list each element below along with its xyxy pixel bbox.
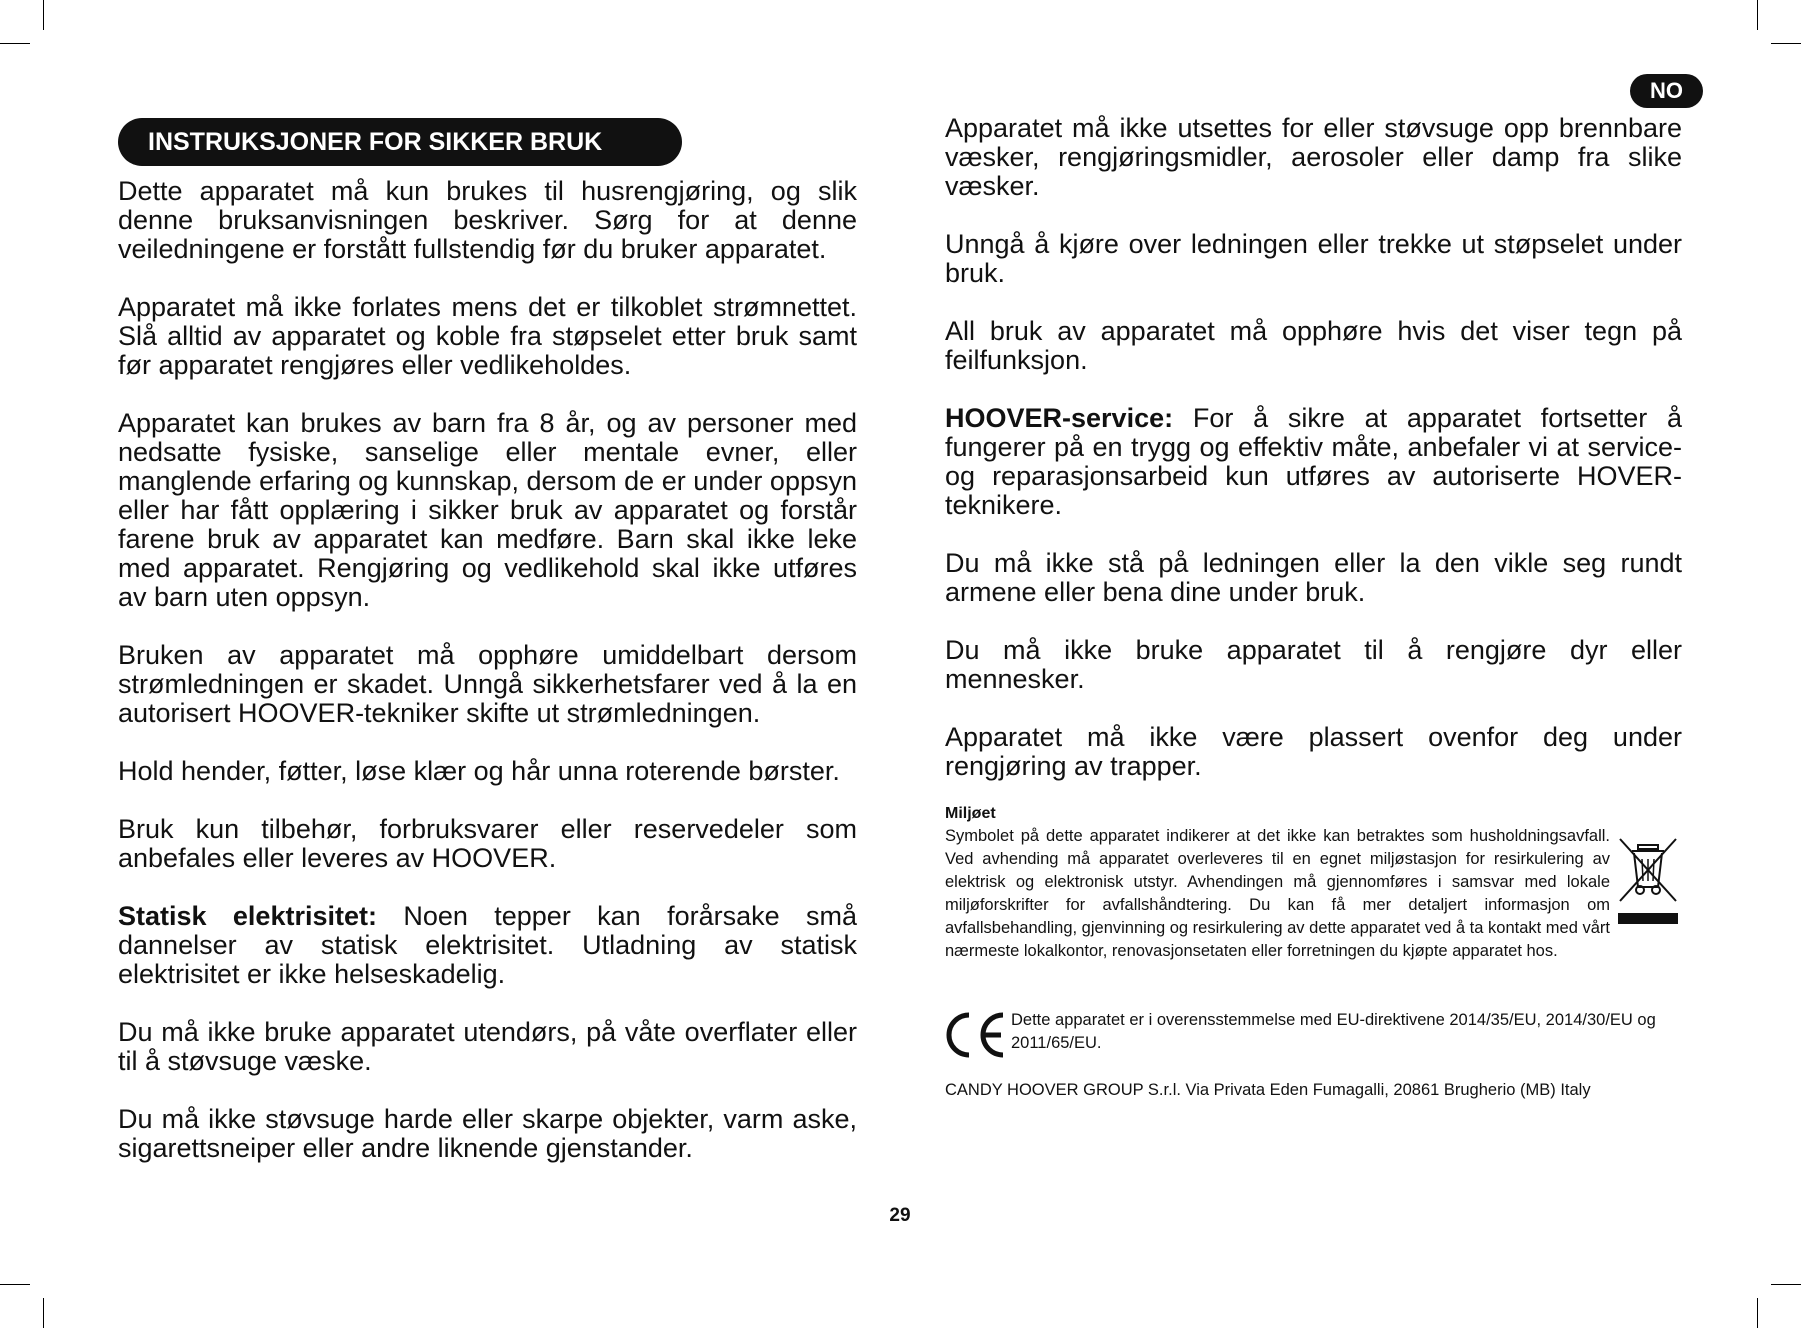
paragraph-cord-handling: Unngå å kjøre over ledningen eller trekke ut støpselet under bruk. [945,229,1682,288]
right-column [945,114,1682,810]
environment-title: Miljøet [945,805,996,822]
crop-mark [43,1298,44,1328]
static-electricity-label: Statisk elektrisitet: [118,901,377,931]
left-column [118,177,857,1192]
paragraph-hoover-service [945,404,1682,520]
hoover-service-label: HOOVER-service: [945,403,1174,433]
paragraph-sharp-objects: Du må ikke støvsuge harde eller skarpe objekter, varm aske, sigarettsneiper eller andre liknende gjenstander. [118,1104,857,1163]
paragraph-static-electricity [118,902,857,989]
paragraph-malfunction: All bruk av apparatet må opphøre hvis det viser tegn på feilfunksjon. [945,316,1682,375]
crop-mark [0,43,30,44]
paragraph-accessories: Bruk kun tilbehør, forbruksvarer eller reservedeler som anbefales eller leveres av HOOVER. [118,814,857,873]
paragraph-stairs: Apparatet må ikke være plassert ovenfor deg under rengjøring av trapper. [945,722,1682,781]
section-title: INSTRUKSJONER FOR SIKKER BRUK [118,118,682,166]
page-number: 29 [889,1205,911,1226]
paragraph-household-use: Dette apparatet må kun brukes til husrengjøring, og slik denne bruksanvisningen beskriver. Sørg for at denne veiledningene er forstått fullstendig før du bruker apparatet. [118,176,857,264]
crop-mark [43,0,44,30]
static-electricity-text: Noen tepper kan forårsake små dannelser av statisk elektrisitet. Utladning av statisk elektrisitet er ikke helseskadelig. [118,901,857,989]
paragraph-outdoor-use: Du må ikke bruke apparatet utendørs, på våte overflater eller til å støvsuge væske. [118,1017,857,1076]
crop-mark [1757,1298,1758,1328]
company-address: CANDY HOOVER GROUP S.r.l. Via Privata Eden Fumagalli, 20861 Brugherio (MB) Italy [945,1081,1591,1099]
paragraph-children: Apparatet kan brukes av barn fra 8 år, og av personer med nedsatte fysiske, sanselige eller mentale evner, eller manglende erfaring og kunnskap, dersom de er under oppsyn eller har fått opplæring i sikker bruk av apparatet og forstår farene bruk av apparatet kan medføre. Barn skal ikke leke med apparatet. Rengjøring og vedlikehold skal ikke utføres av barn uten oppsyn. [118,408,857,612]
ce-mark-icon [945,1011,1007,1059]
weee-crossed-bin-icon [1616,835,1680,925]
paragraph-animals-people: Du må ikke bruke apparatet til å rengjøre dyr eller mennesker. [945,635,1682,694]
crop-mark [1771,43,1801,44]
paragraph-damaged-cord: Bruken av apparatet må opphøre umiddelbart dersom strømledningen er skadet. Unngå sikkerhetsfarer ved å la en autorisert HOOVER-tekniker skifte ut strømledningen. [118,640,857,728]
language-badge: NO [1630,74,1703,108]
ce-conformity [945,1005,1685,1065]
crop-mark [1757,0,1758,30]
paragraph-unplug: Apparatet må ikke forlates mens det er tilkoblet strømnettet. Slå alltid av apparatet og koble fra støpselet etter bruk samt før apparatet rengjøres eller vedlikeholdes. [118,292,857,380]
crop-mark [1771,1284,1801,1285]
hoover-service-text: For å sikre at apparatet fortsetter å fungerer på en trygg og effektiv måte, anbefaler vi at service- og reparasjonsarbeid kun utføres av autoriserte HOVER-teknikere. [945,403,1682,520]
paragraph-standing-on-cord: Du må ikke stå på ledningen eller la den vikle seg rundt armene eller bena dine under bruk. [945,548,1682,607]
paragraph-rotating-brushes: Hold hender, føtter, løse klær og hår unna roterende børster. [118,756,840,786]
paragraph-flammable-liquids: Apparatet må ikke utsettes for eller støvsuge opp brennbare væsker, rengjøringsmidler, aerosoler eller damp fra slike væsker. [945,113,1682,201]
crop-mark [0,1284,30,1285]
environment-section [945,803,1610,963]
environment-text: Symbolet på dette apparatet indikerer at det ikke kan betraktes som husholdningsavfall. Ved avhending må apparatet overleveres til en egnet miljøstasjon for resirkulering av elektrisk og elektronisk utstyr. Avhendingen må gjennomføres i samsvar med lokale miljøforskrifter for avfallshåndtering. Du kan få mer detaljert informasjon om avfallsbehandling, gjenvinning og resirkulering av dette apparatet ved å ta kontakt med vårt nærmeste lokalkontor, renovasjonsetaten eller forretningen du kjøpte apparatet hos. [945,827,1610,960]
conformity-text: Dette apparatet er i overensstemmelse med EU-direktivene 2014/35/EU, 2014/30/EU og 2011/65/EU. [1011,1011,1656,1052]
